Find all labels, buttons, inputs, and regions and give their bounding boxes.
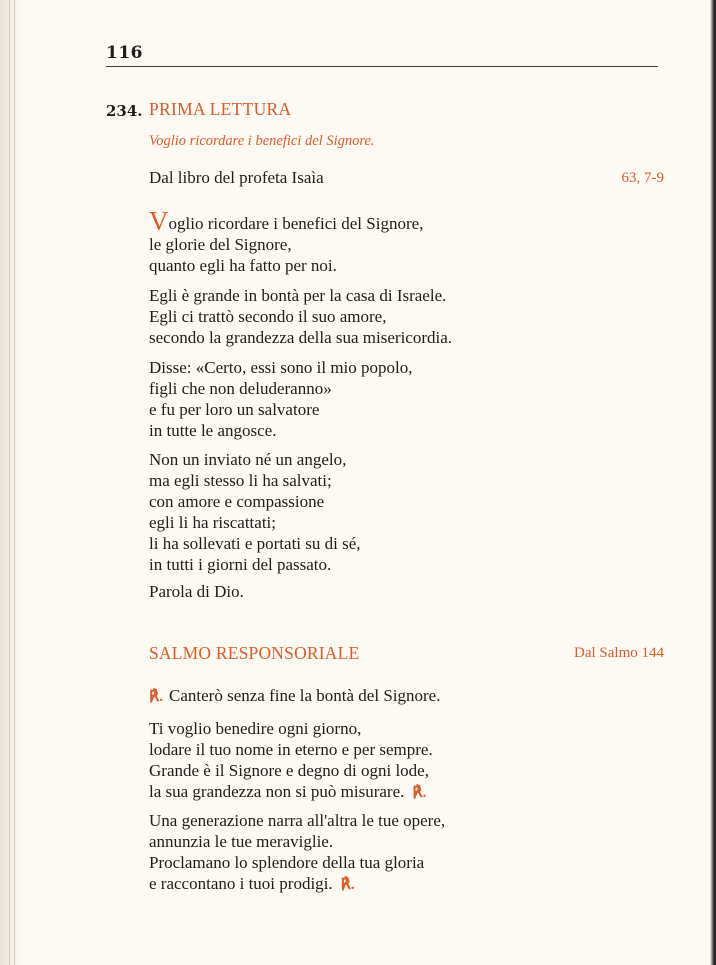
- binding-line: [9, 0, 10, 965]
- psalm-response: [149, 685, 440, 708]
- reading-subtitle: Voglio ricordare i benefici del Signore.: [149, 133, 375, 149]
- verse-line: annunzia le tue meraviglie.: [149, 832, 334, 851]
- verse-line: con amore e compassione: [149, 492, 325, 511]
- response-line: ℟. Canterò senza fine la bontà del Signore.: [149, 685, 440, 708]
- reading-closing: [149, 581, 244, 602]
- verse-line: li ha sollevati e portati su di sé,: [149, 534, 361, 553]
- verse-line: le glorie del Signore,: [149, 235, 292, 254]
- reading-stanza-4: [149, 449, 361, 575]
- drop-cap: V: [149, 206, 169, 236]
- verse-line: egli li ha riscattati;: [149, 513, 276, 532]
- page-edge: [710, 0, 716, 965]
- verse-line: Una generazione narra all'altra le tue opere,: [149, 811, 446, 830]
- psalm-reference: Dal Salmo 144: [574, 645, 664, 661]
- verse-line: lodare il tuo nome in eterno e per sempre.: [149, 740, 433, 759]
- header-rule: [106, 66, 658, 67]
- verse-line: Voglio ricordare i benefici del Signore,: [149, 206, 424, 236]
- reading-title: PRIMA LETTURA: [149, 99, 292, 119]
- binding-line: [14, 0, 15, 965]
- verse-line: Egli ci trattò secondo il suo amore,: [149, 307, 387, 326]
- verse-line: e raccontano i tuoi prodigi. ℟.: [149, 874, 355, 893]
- psalm-stanza-1: [149, 718, 433, 804]
- verse-line: secondo la grandezza della sua misericordia.: [149, 328, 453, 347]
- verse-line: Egli è grande in bontà per la casa di Israele.: [149, 286, 447, 305]
- closing-line: Parola di Dio.: [149, 582, 244, 601]
- verse-line: Disse: «Certo, essi sono il mio popolo,: [149, 358, 413, 377]
- reading-stanza-2: [149, 285, 452, 348]
- reading-reference: 63, 7-9: [621, 170, 664, 186]
- verse-line: in tutti i giorni del passato.: [149, 555, 332, 574]
- psalm-title: SALMO RESPONSORIALE: [149, 643, 360, 663]
- verse-line: e fu per loro un salvatore: [149, 400, 320, 419]
- verse-line: in tutte le angosce.: [149, 421, 277, 440]
- verse-line: Grande è il Signore e degno di ogni lode,: [149, 761, 429, 780]
- verse-line: figli che non deluderanno»: [149, 379, 332, 398]
- verse-line: Ti voglio benedire ogni giorno,: [149, 719, 362, 738]
- verse-line: la sua grandezza non si può misurare. ℟.: [149, 782, 427, 801]
- verse-line: Proclamano lo splendore della tua gloria: [149, 853, 425, 872]
- psalm-stanza-2: [149, 810, 445, 896]
- response-symbol: ℟.: [412, 785, 427, 801]
- verse-line: ma egli stesso li ha salvati;: [149, 471, 332, 490]
- reading-stanza-3: [149, 357, 413, 441]
- page-number: 116: [106, 43, 143, 63]
- reading-source: Dal libro del profeta Isaìa: [149, 168, 324, 187]
- verse-line: quanto egli ha fatto per noi.: [149, 256, 337, 275]
- response-symbol: ℟.: [340, 877, 355, 893]
- verse-line: Non un inviato né un angelo,: [149, 450, 347, 469]
- book-binding: [0, 0, 22, 965]
- section-number: 234.: [106, 102, 143, 120]
- reading-stanza-1: [149, 206, 424, 276]
- response-symbol: ℟.: [149, 689, 164, 705]
